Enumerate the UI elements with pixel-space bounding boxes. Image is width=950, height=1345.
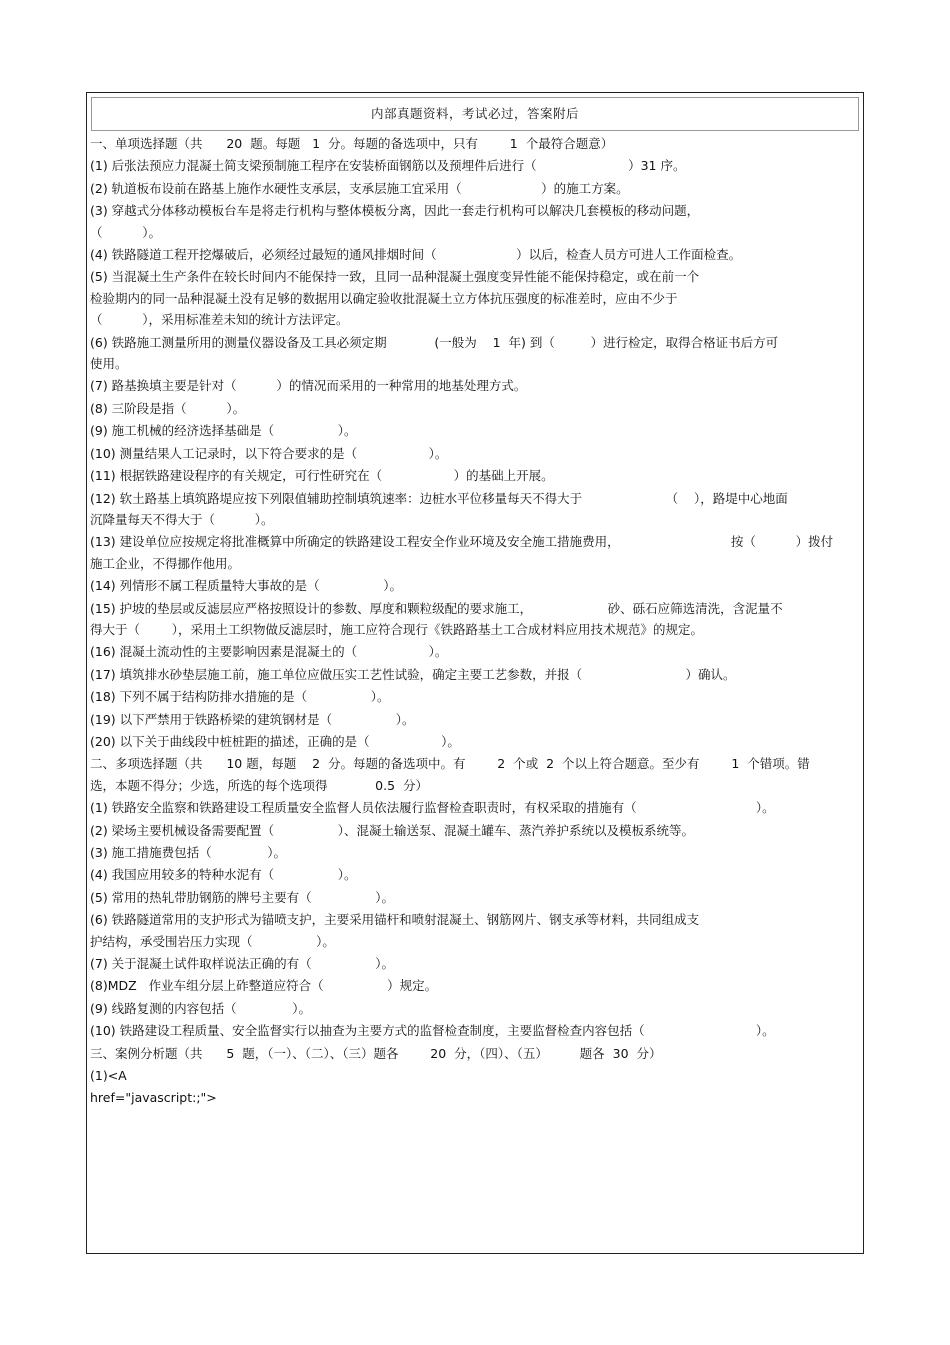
question-1-19: (19) 以下严禁用于铁路桥梁的建筑钢材是（ ）。 <box>90 711 415 727</box>
section-2-heading-cont: 选，本题不得分；少选，所选的每个选项得 0.5 分） <box>90 777 429 793</box>
question-1-16: (16) 混凝土流动性的主要影响因素是混凝土的（ ）。 <box>90 644 448 660</box>
question-1-9: (9) 施工机械的经济选择基础是（ ）。 <box>90 423 357 439</box>
question-2-2: (2) 梁场主要机械设备需要配置（ ）、混凝土输送泵、混凝土罐车、蒸汽养护系统以及模板系统等。 <box>90 822 695 838</box>
question-1-13: (13) 建设单位应按规定将批准概算中所确定的铁路建设工程安全作业环境及安全施工措施费用， 按（ ）拨付 <box>90 534 834 550</box>
question-1-1: (1) 后张法预应力混凝土简支梁预制施工程序在安装桥面钢筋以及预埋件后进行（ ）31 序。 <box>90 158 686 174</box>
section-1-heading: 一、单项选择题（共 20 题。每题 1 分。每题的备选项中，只有 1 个最符合题意） <box>90 136 614 151</box>
question-1-18: (18) 下列不属于结构防排水措施的是（ ）。 <box>90 689 390 705</box>
question-2-6: (6) 铁路隧道常用的支护形式为锚喷支护，主要采用锚杆和喷射混凝土、钢筋网片、钢支承等材料，共同组成支 <box>90 912 700 928</box>
question-1-8: (8) 三阶段是指（ ）。 <box>90 400 246 416</box>
question-2-4: (4) 我国应用较多的特种水泥有（ ）。 <box>90 867 357 883</box>
question-1-3-cont: （ ）。 <box>90 224 161 240</box>
question-content <box>90 133 858 1110</box>
question-1-3: (3) 穿越式分体移动模板台车是将走行机构与整体模板分离，因此一套走行机构可以解决几套模板的移动问题， <box>90 203 700 219</box>
question-2-6-cont: 护结构，承受围岩压力实现（ ）。 <box>90 933 335 949</box>
question-1-6: (6) 铁路施工测量所用的测量仪器设备及工具必须定期 (一般为 1 年) 到（ ）进行检定，取得合格证书后方可 <box>90 334 779 350</box>
question-1-11: (11) 根据铁路建设程序的有关规定，可行性研究在（ ）的基础上开展。 <box>90 468 554 484</box>
question-1-13-cont: 施工企业，不得挪作他用。 <box>90 555 241 571</box>
question-2-8: (8)MDZ 作业车组分层上砟整道应符合（ ）规定。 <box>90 978 438 994</box>
question-1-4: (4) 铁路隧道工程开挖爆破后，必须经过最短的通风排烟时间（ ）以后，检查人员方可进人工作面检查。 <box>90 247 742 263</box>
case-1-link-text: href="javascript:;"> <box>90 1090 217 1106</box>
question-1-20: (20) 以下关于曲线段中桩桩距的描述，正确的是（ ）。 <box>90 733 460 749</box>
question-1-17: (17) 填筑排水砂垫层施工前，施工单位应做压实工艺性试验，确定主要工艺参数，并报（ ）确认。 <box>90 666 736 682</box>
question-2-10: (10) 铁路建设工程质量、安全监督实行以抽查为主要方式的监督检查制度，主要监督检查内容包括（ ）。 <box>90 1023 775 1039</box>
question-2-5: (5) 常用的热轧带肋钢筋的牌号主要有（ ）。 <box>90 889 395 905</box>
question-1-7: (7) 路基换填主要是针对（ ）的情况而采用的一种常用的地基处理方式。 <box>90 378 527 394</box>
question-1-14: (14) 列情形不属工程质量特大事故的是（ ）。 <box>90 578 402 594</box>
question-1-6-cont: 使用。 <box>90 356 128 372</box>
question-2-9: (9) 线路复测的内容包括（ ）。 <box>90 1000 312 1016</box>
question-1-12-cont: 沉降量每天不得大于（ ）。 <box>90 511 274 527</box>
question-2-1: (1) 铁路安全监察和铁路建设工程质量安全监督人员依法履行监督检查职责时，有权采取的措施有（ ）。 <box>90 800 775 816</box>
question-1-15: (15) 护坡的垫层或反滤层应严格按照设计的参数、厚度和颗粒级配的要求施工， 砂、砾石应筛选清洗，含泥量不 <box>90 600 783 616</box>
question-2-7: (7) 关于混凝土试件取样说法正确的有（ ）。 <box>90 956 395 972</box>
page-header: 内部真题资料，考试必过，答案附后 <box>91 97 859 131</box>
question-1-15-cont: 得大于（ ），采用土工织物做反滤层时，施工应符合现行《铁路路基土工合成材料应用技术规范》的规定。 <box>90 621 704 637</box>
question-1-5: (5) 当混凝土生产条件在较长时间内不能保持一致，且同一品种混凝土强度变异性能不能保持稳定，或在前一个 <box>90 269 700 285</box>
section-3-heading: 三、案例分析题（共 5 题，（一）、（二）、（三）题各 20 分，（四）、（五） 题各 30 分） <box>90 1045 662 1061</box>
question-2-3: (3) 施工措施费包括（ ）。 <box>90 845 287 860</box>
section-2-heading: 二、多项选择题（共 10 题，每题 2 分。每题的备选项中。有 2 个或 2 个以上符合题意。至少有 1 个错项。错 <box>90 756 810 772</box>
question-1-5-cont: （ ），采用标准差未知的统计方法评定。 <box>90 312 349 328</box>
question-1-12: (12) 软土路基上填筑路堤应按下列限值辅助控制填筑速率：边桩水平位移量每天不得大于 （ ），路堤中心地面 <box>90 490 788 506</box>
document-frame <box>86 92 864 1254</box>
question-1-10: (10) 测量结果人工记录时，以下符合要求的是（ ）。 <box>90 445 448 461</box>
question-1-2: (2) 轨道板布设前在路基上施作水硬性支承层，支承层施工宜采用（ ）的施工方案。 <box>90 180 629 196</box>
question-1-5-cont: 检验期内的同一品种混凝土没有足够的数据用以确定验收批混凝土立方体抗压强度的标准差时，应由不少于 <box>90 290 678 306</box>
case-1-label: (1)<A <box>90 1068 127 1084</box>
